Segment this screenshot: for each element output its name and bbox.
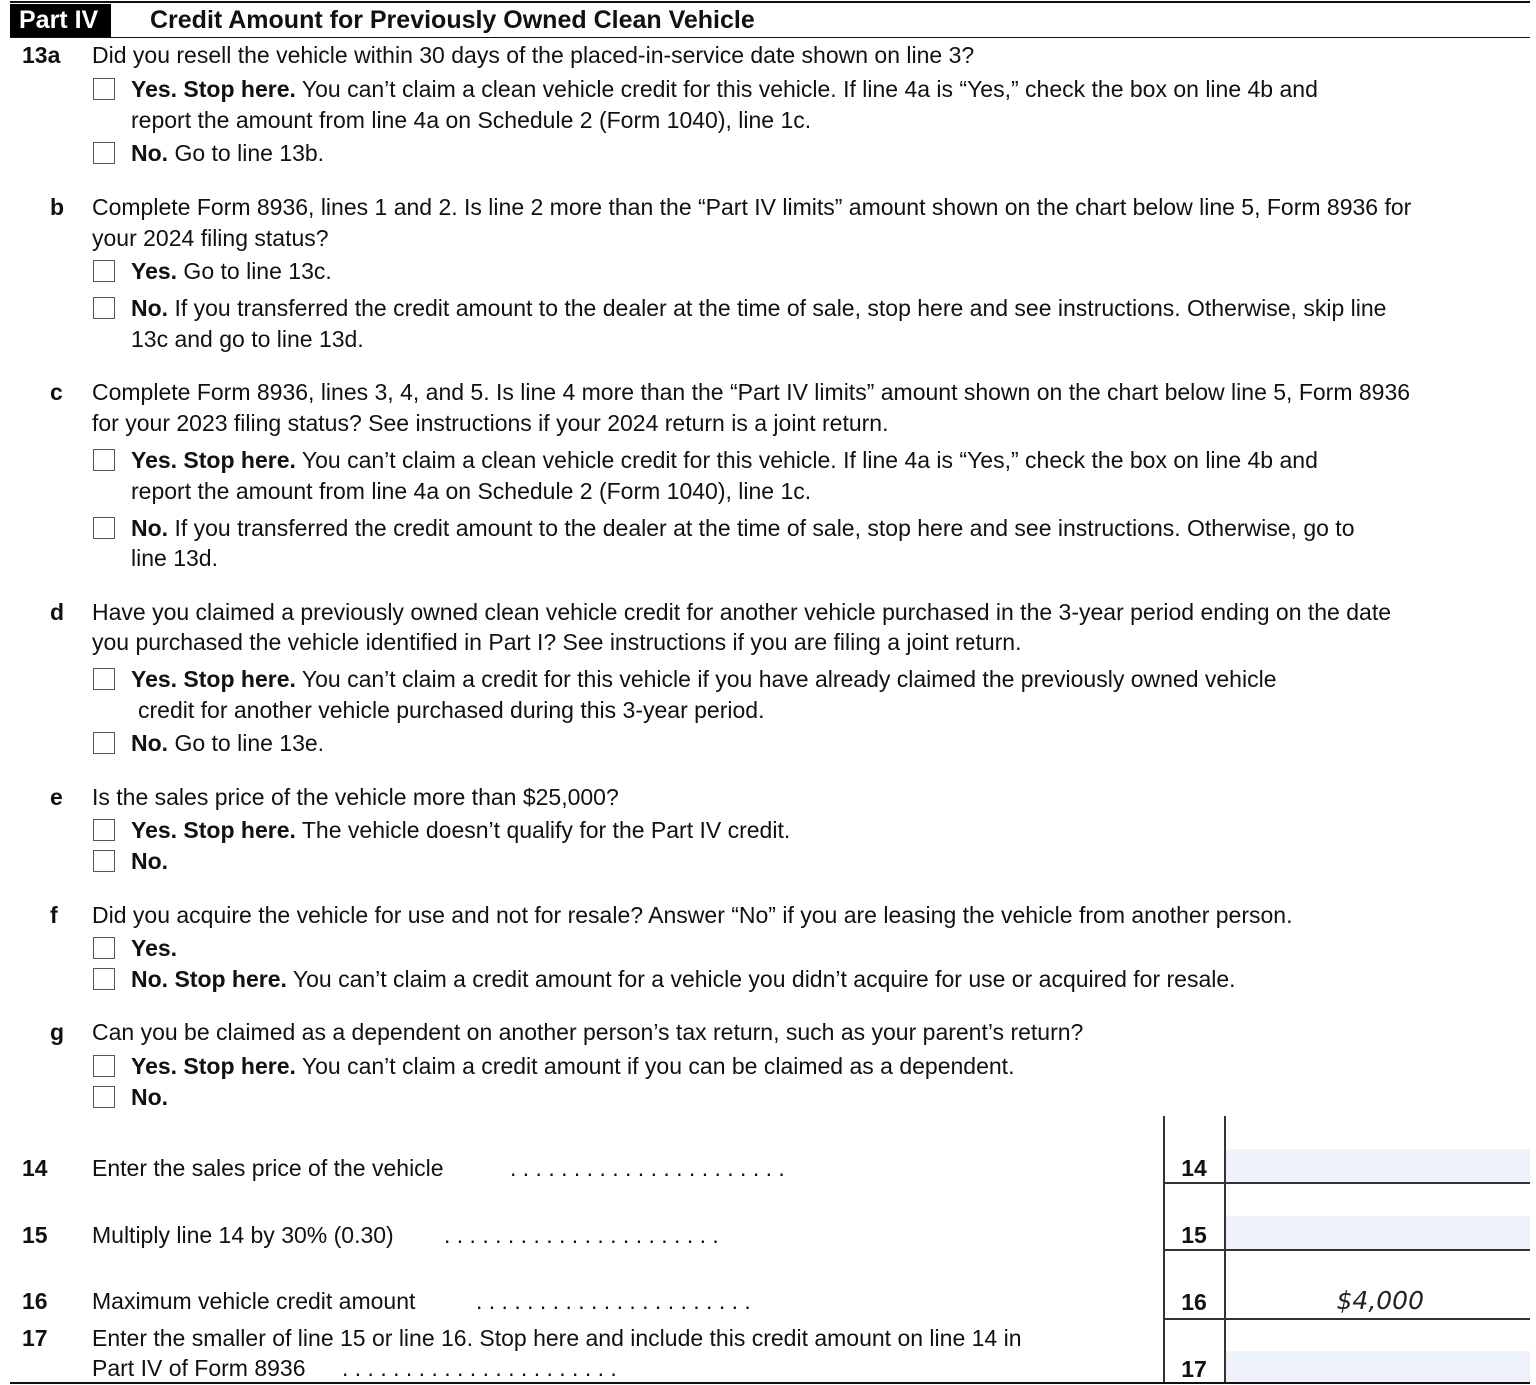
no-label: No. — [131, 140, 169, 166]
line-17-label: Enter the smaller of line 15 or line 16. Stop here and include this credit amount on line 14 in — [92, 1325, 1022, 1351]
line-13d-yes-text-cont: credit for another vehicle purchased during this 3-year period. — [138, 697, 765, 723]
yes-label: Yes. — [131, 258, 178, 284]
no-label: No. Stop here. — [131, 966, 287, 992]
line-13b-question: Complete Form 8936, lines 1 and 2. Is line 2 more than the “Part IV limits” amount shown on the chart below line 5, Form 8936 for — [92, 194, 1412, 220]
line-14-amount-field[interactable] — [1226, 1149, 1530, 1182]
line-13a-number: 13a — [22, 42, 61, 68]
yes-label: Yes. Stop here. — [131, 817, 296, 843]
line-15-box-number: 15 — [1181, 1222, 1207, 1248]
line-13d-letter: d — [50, 599, 65, 625]
line-14-box-number: 14 — [1181, 1155, 1207, 1181]
line-13d-question-cont: you purchased the vehicle identified in Part I? See instructions if you are filing a joint return. — [92, 629, 1022, 655]
line-13c-no-text-cont: line 13d. — [131, 545, 218, 571]
line-13b-no-checkbox[interactable] — [93, 297, 115, 319]
yes-text: You can’t claim a clean vehicle credit for this vehicle. If line 4a is “Yes,” check the box on line 4b and — [295, 447, 1318, 473]
line-16-label: Maximum vehicle credit amount — [92, 1288, 416, 1314]
line-13a-yes-checkbox[interactable] — [93, 78, 115, 100]
yes-text: The vehicle doesn’t qualify for the Part IV credit. — [295, 817, 791, 843]
no-label: No. — [131, 1084, 169, 1110]
line-17-label-cont: Part IV of Form 8936 — [92, 1355, 306, 1381]
yes-label: Yes. — [131, 935, 178, 961]
line-13a-yes-text-cont: report the amount from line 4a on Schedule 2 (Form 1040), line 1c. — [131, 107, 812, 133]
line-13c-letter: c — [50, 379, 63, 405]
no-text: Go to line 13b. — [168, 140, 325, 166]
no-label: No. — [131, 730, 169, 756]
line-13e-yes-checkbox[interactable] — [93, 819, 115, 841]
line-13f-no-checkbox[interactable] — [93, 968, 115, 990]
yes-label: Yes. Stop here. — [131, 447, 296, 473]
no-text: If you transferred the credit amount to the dealer at the time of sale, stop here and see instructions. Otherwise, skip line — [168, 295, 1387, 321]
line-15-leader-dots: . . . . . . . . . . . . . . . . . . . . . . — [444, 1222, 719, 1248]
part-title: Credit Amount for Previously Owned Clean Vehicle — [150, 6, 755, 34]
top-rule — [10, 1, 1530, 3]
line-13g-question: Can you be claimed as a dependent on another person’s tax return, such as your parent’s return? — [92, 1019, 1084, 1045]
line-13f-question: Did you acquire the vehicle for use and not for resale? Answer “No” if you are leasing the vehicle from another person. — [92, 902, 1293, 928]
no-label: No. — [131, 848, 169, 874]
line-13b-question-cont: your 2024 filing status? — [92, 225, 329, 251]
line-13e-question: Is the sales price of the vehicle more than $25,000? — [92, 784, 619, 810]
line-13f-yes-checkbox[interactable] — [93, 937, 115, 959]
line-13d-question: Have you claimed a previously owned clean vehicle credit for another vehicle purchased in the 3-year period ending on the date — [92, 599, 1392, 625]
line-17-box-number: 17 — [1181, 1356, 1207, 1382]
part-label: Part IV — [10, 4, 111, 37]
no-label: No. — [131, 515, 169, 541]
line-16-box-number: 16 — [1181, 1289, 1207, 1315]
yes-text: Go to line 13c. — [177, 258, 332, 284]
header-rule — [10, 37, 1530, 38]
yes-label: Yes. Stop here. — [131, 1053, 296, 1079]
line-13e-letter: e — [50, 784, 63, 810]
no-text: If you transferred the credit amount to the dealer at the time of sale, stop here and see instructions. Otherwise, go to — [168, 515, 1355, 541]
line-17-amount-field[interactable] — [1226, 1351, 1530, 1382]
line-13b-no-text-cont: 13c and go to line 13d. — [131, 326, 364, 352]
line-13d-no-checkbox[interactable] — [93, 732, 115, 754]
line-13g-no-checkbox[interactable] — [93, 1086, 115, 1108]
line-16-rule — [1163, 1318, 1530, 1320]
line-13g-letter: g — [50, 1019, 65, 1045]
line-13b-yes-checkbox[interactable] — [93, 260, 115, 282]
line-13f-letter: f — [50, 902, 58, 928]
yes-text: You can’t claim a credit amount if you can be claimed as a dependent. — [295, 1053, 1015, 1079]
line-15-number: 15 — [22, 1222, 48, 1248]
yes-text: You can’t claim a credit for this vehicle if you have already claimed the previously owned vehicle — [295, 666, 1277, 692]
line-14-label: Enter the sales price of the vehicle — [92, 1155, 444, 1181]
line-15-label: Multiply line 14 by 30% (0.30) — [92, 1222, 394, 1248]
line-14-number: 14 — [22, 1155, 48, 1181]
line-13g-yes-checkbox[interactable] — [93, 1055, 115, 1077]
no-text: You can’t claim a credit amount for a vehicle you didn’t acquire for use or acquired for resale. — [286, 966, 1236, 992]
line-15-amount-field[interactable] — [1226, 1216, 1530, 1249]
line-13c-no-checkbox[interactable] — [93, 517, 115, 539]
line-13c-question: Complete Form 8936, lines 3, 4, and 5. Is line 4 more than the “Part IV limits” amount shown on the chart below line 5, Form 8936 — [92, 379, 1411, 405]
line-13c-question-cont: for your 2023 filing status? See instructions if your 2024 return is a joint return. — [92, 410, 889, 436]
line-17-number: 17 — [22, 1325, 48, 1351]
line-17-leader-dots: . . . . . . . . . . . . . . . . . . . . . . — [342, 1355, 617, 1381]
line-16-number: 16 — [22, 1288, 48, 1314]
no-label: No. — [131, 295, 169, 321]
yes-label: Yes. Stop here. — [131, 666, 296, 692]
bottom-rule — [10, 1382, 1530, 1384]
line-13a-no-checkbox[interactable] — [93, 142, 115, 164]
line-13c-yes-checkbox[interactable] — [93, 449, 115, 471]
yes-text: You can’t claim a clean vehicle credit for this vehicle. If line 4a is “Yes,” check the box on line 4b and — [295, 76, 1318, 102]
line-13c-yes-text-cont: report the amount from line 4a on Schedule 2 (Form 1040), line 1c. — [131, 478, 812, 504]
line-14-leader-dots: . . . . . . . . . . . . . . . . . . . . . . — [510, 1155, 785, 1181]
line-13b-letter: b — [50, 194, 65, 220]
line-13d-yes-checkbox[interactable] — [93, 668, 115, 690]
line-16-leader-dots: . . . . . . . . . . . . . . . . . . . . . . — [476, 1288, 751, 1314]
line-16-amount[interactable]: $4,000 — [1336, 1286, 1424, 1315]
yes-label: Yes. Stop here. — [131, 76, 296, 102]
line-13e-no-checkbox[interactable] — [93, 850, 115, 872]
part-header — [10, 4, 1530, 37]
line-13a-question: Did you resell the vehicle within 30 days of the placed-in-service date shown on line 3? — [92, 42, 975, 68]
no-text: Go to line 13e. — [168, 730, 325, 756]
